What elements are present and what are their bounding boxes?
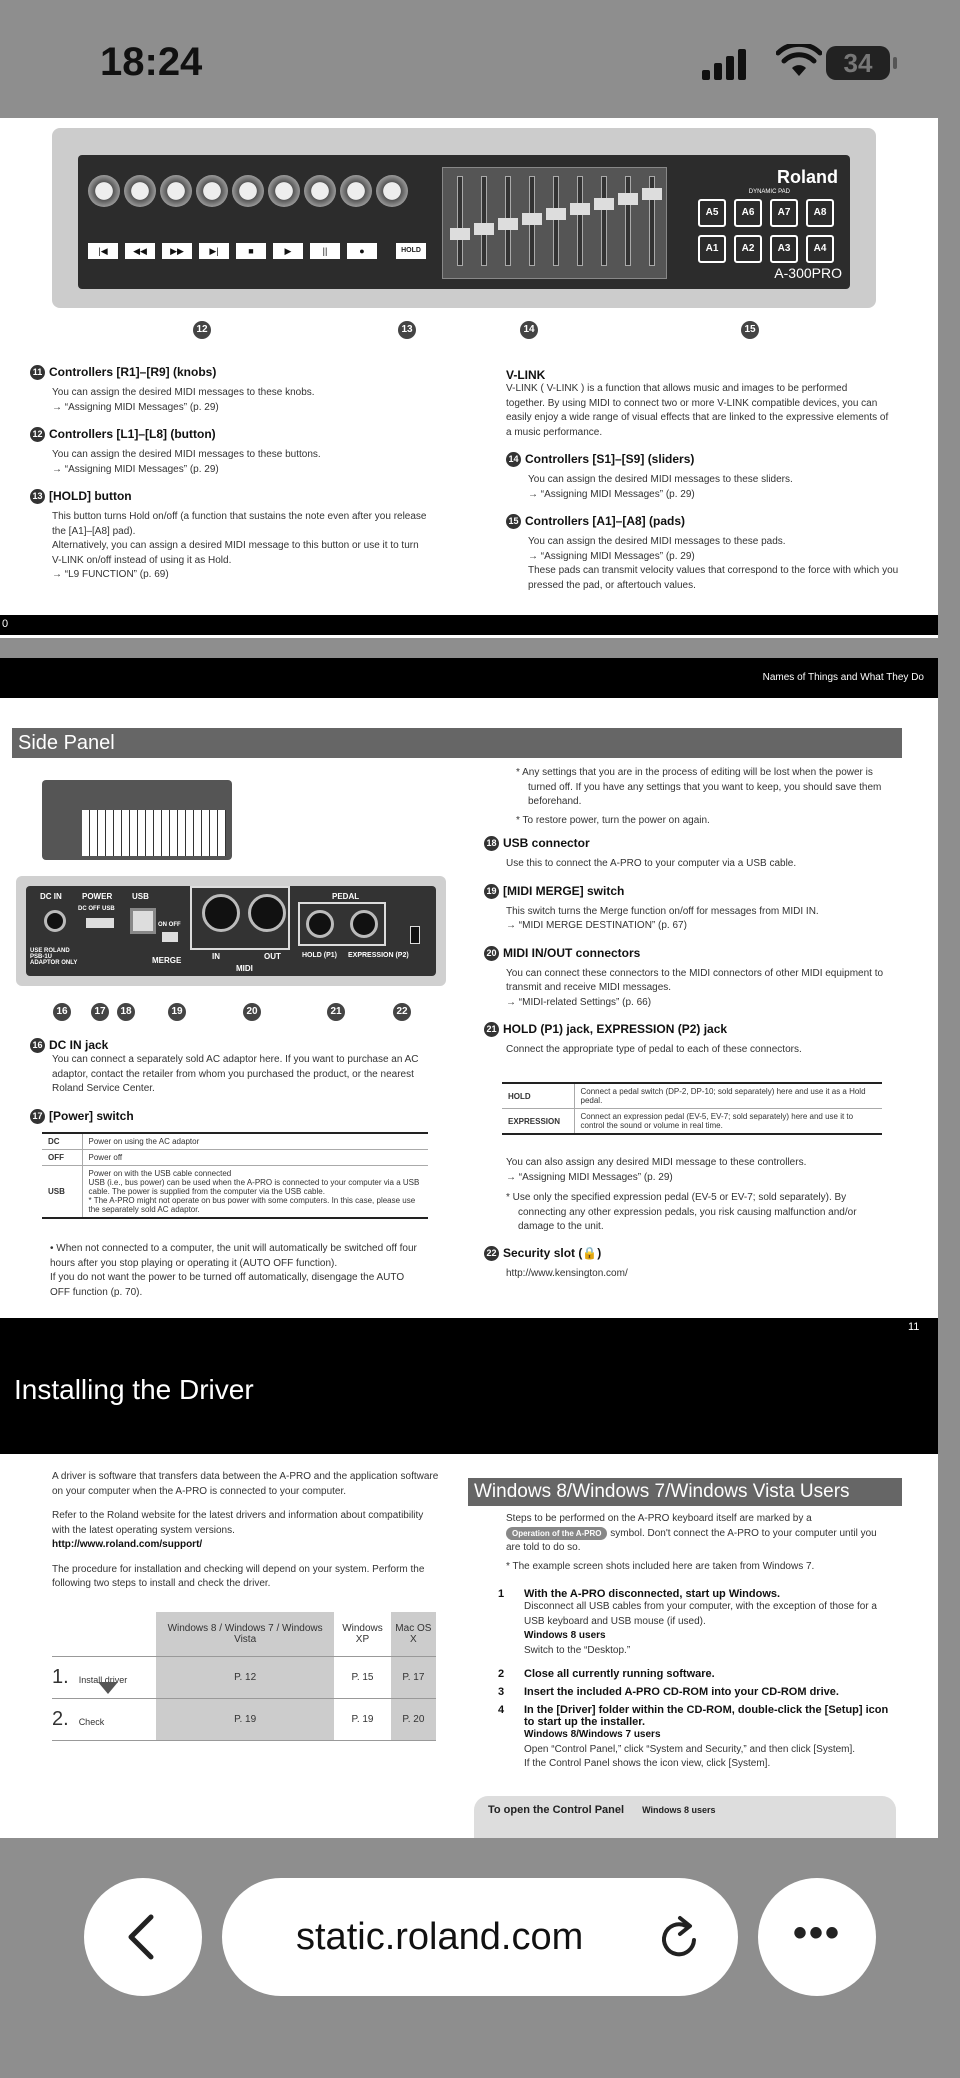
brand-logo: Roland (777, 167, 838, 187)
callout-22: 22 (393, 1003, 411, 1021)
operation-badge: Operation of the A-PRO (506, 1527, 607, 1541)
side-panel-illustration: DC IN POWER USB DC OFF USB ON OFF MERGE IN OUT MIDI PEDAL HOLD (P1) EXPRESSION (P2) USE ROLAND PSB-1U ADAPTOR ONLY (16, 876, 446, 986)
browser-toolbar (0, 1838, 960, 2078)
model-name: A-300PRO (774, 265, 842, 281)
callout-20: 20 (243, 1003, 261, 1021)
manual-page-2 (0, 658, 938, 1318)
callout-13: 13 (398, 321, 416, 339)
security-slot-section: 22 Security slot (🔒) http://www.kensington.com/ (484, 1246, 894, 1282)
callout-12: 12 (193, 321, 211, 339)
callout-18: 18 (117, 1003, 135, 1021)
control-panel-box: To open the Control Panel Windows 8 users (474, 1796, 896, 1838)
callout-17: 17 (91, 1003, 109, 1021)
kensington-link[interactable]: http://www.kensington.com/ (506, 1268, 628, 1279)
status-time: 18:24 (100, 40, 203, 84)
sliders-s1-s9 (442, 167, 667, 279)
page2-right-column: 18 USB connector Use this to connect the A-PRO to your computer via a USB cable. 19 [MIDI MERGE] switch This switch turns the Merge function on/off for messages from MIDI IN. → “MIDI MERGE DESTINATION” (p. 67) 20 MIDI IN/OUT connectors You can connect these connectors to the MIDI connectors of other MIDI equipment to transmit and receive MIDI messages. → “MIDI-related Settings” (p. 66) 21 HOLD (P1) jack, EXPRESSION (P2) jack Connect the appropriate type of pedal to each of these connectors. (484, 836, 894, 1058)
page-header-bar (0, 658, 938, 698)
manual-page-1 (0, 118, 938, 638)
address-bar[interactable] (222, 1878, 738, 1996)
page-footer-bar-2: 11 (0, 1318, 938, 1338)
keyboard-thumbnail (42, 780, 232, 860)
section-title: Side Panel (12, 728, 902, 758)
chevron-left-icon (121, 1913, 165, 1961)
back-button[interactable] (84, 1878, 202, 1996)
page1-left-column: 11 Controllers [R1]–[R9] (knobs) You can assign the desired MIDI messages to these knobs. → “Assigning MIDI Messages” (p. 29) 12 Controllers [L1]–[L8] (button) You can assign the desired MIDI messages to these buttons. → “Assigning MIDI Messages” (p. 29) 13 [HOLD] button This button turns Hold on/off (a function that sustains the note even after you release the [A1]–[A8] pad). Alternatively, you can assign a desired MIDI message to this button or use it to turn V-LINK on/off instead of using it as Hold. → “L9 FUNCTION” (p. 69) (30, 365, 480, 583)
buttons-l1-l8: |◀ ◀◀ ▶▶ ▶| ■ ▶ || ● (88, 243, 377, 259)
power-switch-table: DC Power on using the AC adaptor OFF Power off USB Power on with the USB cable connected USB (i.e., bus power) can be used when the A-PRO is connected to your computer via a USB cable. The power is supplied from the computer via the USB cable. * The A-PRO might not operate on bus power with some computers. In this case, please use the separately sold AC adaptor. (42, 1132, 428, 1219)
page2-left-column: 16 DC IN jack You can connect a separately sold AC adaptor here. If you want to purchase an AC adaptor, contact the retailer from whom you purchased the product, or the nearest Roland Service Center. 17 [Power] switch (30, 1038, 440, 1124)
page-title: Installing the Driver (0, 1336, 938, 1454)
reload-icon[interactable] (656, 1912, 704, 1964)
down-arrow-icon (98, 1682, 118, 1694)
status-bar (0, 0, 960, 118)
page-footer-bar: 0 (0, 615, 938, 635)
callout-15: 15 (741, 321, 759, 339)
knobs-r1-r9 (88, 175, 408, 207)
pedal-table: HOLD Connect a pedal switch (DP-2, DP-10; sold separately) here and use it as a Hold pedal. EXPRESSION Connect an expression pedal (EV-5, EV-7; sold separately) here and use it to control the sound or volume in real time. (502, 1082, 882, 1135)
page-header-title: Names of Things and What They Do (762, 672, 924, 683)
manual-page-3 (0, 1336, 938, 1838)
power-note: • When not connected to a computer, the unit will automatically be switched off four hours after you stop playing or operating it (AUTO OFF function). If you do not want the power to be turned off automatically, disengage the AUTO OFF function (p. 70). (50, 1243, 417, 1298)
roland-support-link[interactable]: http://www.roland.com/support/ (52, 1539, 203, 1550)
pads-a1-a8: A5 A6 A7 A8 A1 A2 A3 A4 (698, 199, 834, 263)
callout-19: 19 (168, 1003, 186, 1021)
windows-intro: Steps to be performed on the A-PRO keyboard itself are marked by a Operation of the A-PRO symbol. Don't connect the A-PRO to your computer until you are told to do so. * The example screen shots included here are taken from Windows 7. (506, 1513, 877, 1572)
install-steps-table: Windows 8 / Windows 7 / Windows Vista Windows XP Mac OS X 1. Install driver P. 12 P. 15 P. 17 2. Check P. 19 P. 19 P. 20 (52, 1612, 436, 1741)
top-panel-illustration: |◀ ◀◀ ▶▶ ▶| ■ ▶ || ● HOLD Roland DYNAMIC PAD A5 A6 A7 A8 A1 A2 A3 A4 A-300PRO (52, 128, 876, 308)
callout-16: 16 (53, 1003, 71, 1021)
install-steps: 1 With the A-PRO disconnected, start up Windows. Disconnect all USB cables from your computer, with the exception of those for a USB keyboard and USB mouse (if used). Windows 8 users Switch to the “Desktop.” 2 Close all currently running software. 3 Insert the included A-PRO CD-ROM into your CD-ROM drive. 4 In the [Driver] folder within the CD-ROM, double-click the [Setup] icon to start up the installer. Windows 8/Windows 7 users Open “Control Panel,” click “System and Security,” and then click [System]. If the Control Panel shows the icon view, click [System]. (498, 1588, 889, 1769)
page2-right-top-notes: * Any settings that you are in the process of editing will be lost when the power is turned off. If you have any settings that you want to keep, you should save them beforehand. * To restore power, turn the power on again. (516, 767, 882, 826)
more-options-button[interactable]: ••• (758, 1878, 876, 1996)
driver-intro: A driver is software that transfers data between the A-PRO and the application software on your computer when the A-PRO is connected to your computer. Refer to the Roland website for the latest drivers and information about compatibility with the latest operating system versions. http://www.roland.com/support/ The procedure for installation and checking will depend on your system. Perform the following two steps to install and check the driver. (52, 1470, 442, 1592)
windows-section-title: Windows 8/Windows 7/Windows Vista Users (468, 1478, 902, 1506)
wifi-icon (776, 44, 822, 78)
url-text: static.roland.com (296, 1916, 584, 1958)
battery-icon: 34 (826, 46, 890, 80)
callout-21: 21 (327, 1003, 345, 1021)
pedal-notes: You can also assign any desired MIDI message to these controllers. → “Assigning MIDI Messages” (p. 29) * Use only the specified expression pedal (EV-5 or EV-7; sold separately). By connecting any other expression pedals, you risk causing malfunction and/or damage to the unit. (506, 1157, 857, 1232)
callout-14: 14 (520, 321, 538, 339)
page1-right-column: V-LINK V-LINK ( V-LINK ) is a function that allows music and images to be performed together. By using MIDI to connect two or more V-LINK compatible devices, you can easily enjoy a wide range of visual effects that are linked to the expressive elements of a music performance. 14 Controllers [S1]–[S9] (sliders) You can assign the desired MIDI messages to these sliders. → “Assigning MIDI Messages” (p. 29) 15 Controllers [A1]–[A8] (pads) You can assign the desired MIDI messages to these pads. → “Assigning MIDI Messages” (p. 29) These pads can transmit velocity values that correspond to the force with which you pressed the pad, or aftertouch values. (506, 368, 899, 591)
hold-button: HOLD (396, 243, 426, 259)
